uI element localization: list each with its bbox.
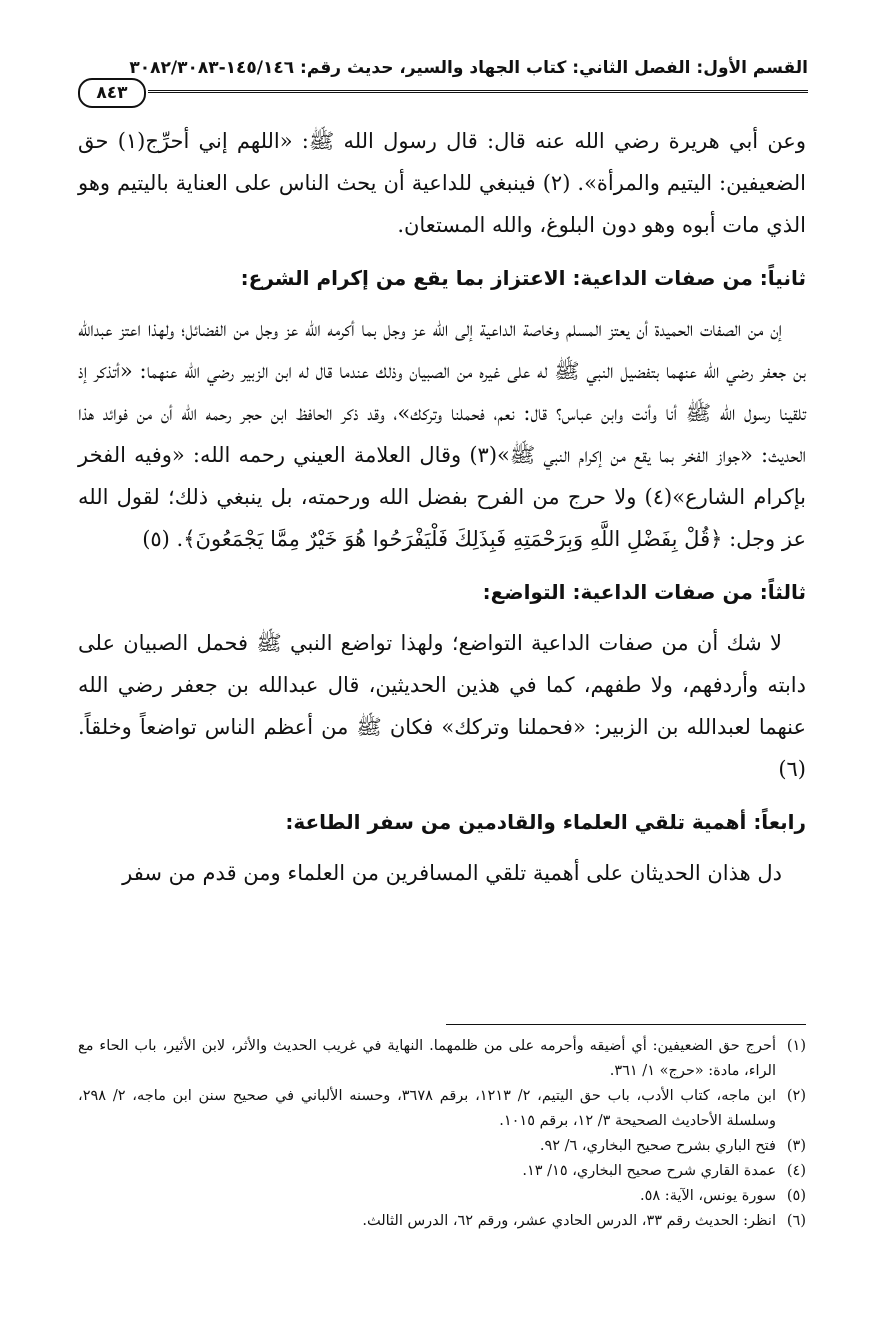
footnotes xyxy=(78,1034,806,1234)
footnote-item: (٦) انظر: الحديث رقم ٣٣، الدرس الحادي عشر، ورقم ٦٢، الدرس الثالث. xyxy=(362,1213,806,1229)
section-heading-third: ثالثاً: من صفات الداعية: التواضع: xyxy=(482,580,806,604)
footnote-item: (٢) ابن ماجه، كتاب الأدب، باب حق اليتيم، ٢/ ١٢١٣، برقم ٣٦٧٨، وحسنه الألباني في صحيح سنن ابن ماجه، ٢/ ٢٩٨، وسلسلة الأحاديث الصحيحة ٣/ ١٢، برقم ١٠١٥. xyxy=(78,1088,806,1129)
header-double-rule xyxy=(148,90,808,93)
footnote-item: (١) أحرج حق الضعيفين: أي أضيقه وأحرمه على من ظلمهما. النهاية في غريب الحديث والأثر، لابن الأثير، باب الحاء مع الراء، مادة: «حرج» ١/ ٣٦١. xyxy=(78,1038,806,1079)
running-header-title: القسم الأول: الفصل الثاني: كتاب الجهاد والسير، حديث رقم: ١٤٥/١٤٦-٣٠٨٢/٣٠٨٣ xyxy=(129,58,808,78)
section-heading-fourth: رابعاً: أهمية تلقي العلماء والقادمين من سفر الطاعة: xyxy=(285,810,806,834)
paragraph-receiving: دل هذان الحديثان على أهمية تلقي المسافرين من العلماء ومن قدم من سفر xyxy=(122,861,782,885)
paragraph-humility: لا شك أن من صفات الداعية التواضع؛ ولهذا تواضع النبي ﷺ فحمل الصبيان على دابته وأردفهم، ولا طفهم، كما في هذين الحديثين، قال عبدالله بن جعفر رضي الله عنهما لعبدالله بن الزبير: «فحملنا وتركك» فكان ﷺ من أعظم الناس تواضعاً وخلقاً. (٦) xyxy=(78,631,806,781)
paragraph-pride: إن من الصفات الحميدة أن يعتز المسلم وخاصة الداعية إلى الله عز وجل بما أكرمه الله عز وجل من الفضائل؛ ولهذا اعتز عبدالله بن جعفر رضي الله عنهما بتفضيل النبي ﷺ له على غيره من الصبيان وذلك عندما قال له ابن الزبير رضي الله عنهما: «أتذكر إذ تلقينا رسول الله ﷺ أنا وأنت وابن عباس؟ قال: نعم، فحملنا وتركك»، وقد ذكر الحافظ ابن حجر رحمه الله أن من فوائد هذا الحديث: «جواز الفخر بما يقع من إكرام النبي ﷺ»(٣) وقال العلامة العيني رحمه الله: «وفيه الفخر بإكرام الشارع»(٤) ولا حرج من الفرح بفضل الله ورحمته، بل ينبغي ذلك؛ لقول الله عز وجل: ﴿قُلْ بِفَضْلِ اللَّهِ وَبِرَحْمَتِهِ فَبِذَلِكَ فَلْيَفْرَحُوا هُوَ خَيْرٌ مِمَّا يَجْمَعُونَ﴾. (٥) xyxy=(78,317,806,551)
page-header xyxy=(78,58,808,108)
footnote-item: (٣) فتح الباري بشرح صحيح البخاري، ٦/ ٩٢. xyxy=(539,1138,806,1154)
section-heading-second: ثانياً: من صفات الداعية: الاعتزاز بما يقع من إكرام الشرع: xyxy=(240,266,806,290)
footnote-separator xyxy=(446,1024,806,1025)
paragraph-hadith-intro: وعن أبي هريرة رضي الله عنه قال: قال رسول الله ﷺ: «اللهم إني أحرِّج(١) حق الضعيفين: اليتيم والمرأة». (٢) فينبغي للداعية أن يحث الناس على العناية باليتيم وهو الذي مات أبوه وهو دون البلوغ، والله المستعان. xyxy=(78,129,806,237)
footnote-item: (٥) سورة يونس، الآية: ٥٨. xyxy=(640,1188,806,1204)
page-body xyxy=(78,120,806,894)
page-number-badge: ٨٤٣ xyxy=(78,78,146,108)
footnote-item: (٤) عمدة القاري شرح صحيح البخاري، ١٥/ ١٣. xyxy=(522,1163,806,1179)
